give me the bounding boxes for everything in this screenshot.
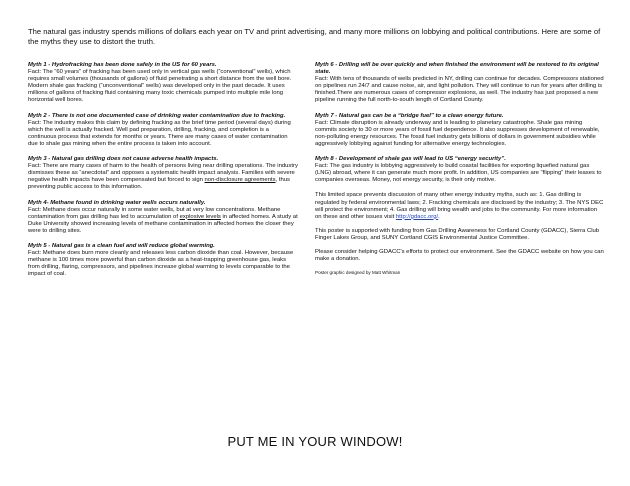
right-column <box>315 62 605 276</box>
myth-3-fact-text-end: , thus preventing public access to this information. <box>28 177 290 191</box>
myth-3-title: Myth 3 - Natural gas drilling does not cause adverse health impacts. <box>28 156 219 163</box>
myth-6-fact: Fact: With tens of thousands of wells predicted in NY, drilling can continue for decades. Compressors stationed on pipelines run 24/7 and cause noise, air, and light pollution. They will continue to run for years after drilling is finished.There are numerous cases of compressor explosions, as well. The industry has just proposed a new pipeline running the full north-to-south length of Cortland County. <box>315 76 604 104</box>
myth-8 <box>315 156 605 184</box>
myth-4-title: Myth 4- Methane found in drinking water wells occurs naturally. <box>28 199 206 206</box>
myth-8-title: Myth 8 - Development of shale gas will lead to US “energy security”. <box>315 156 506 163</box>
myth-4-fact <box>28 207 298 235</box>
myth-5 <box>28 243 298 278</box>
limited-space-text-end: . <box>438 213 440 220</box>
myth-1-fact: Fact: The “60 years” of fracking has been used only in vertical gas wells (“conventional” wells), which requires small volumes (thousands of gallons) of fluid penetrating a short distance from the well bore. Modern shale gas fracking (“unconventional” wells) was developed only in the past decade. It uses millions of gallons of fracking fluid containing many toxic chemicals pumped into multiple mile long horizontal well bores. <box>28 69 292 104</box>
myth-5-fact: Fact: Methane does burn more cleanly and releases less carbon dioxide than coal. However, because methane is 100 times more powerful than carbon dioxide as a heat-trapping greenhouse gas, leaks from drilling, flaring, compressors, and pipelines increase global warming to levels comparable to the impact of coal. <box>28 250 294 278</box>
myth-2-fact: Fact: The industry makes this claim by defining fracking as the brief time period (several days) during which the well is actually fracked. Well pad preparation, drilling, fracking, and completion is a continuous process that extends for months or years. There are many cases of water contamination due to shale gas mining when the entire process is taken into account. <box>28 119 291 147</box>
myth-7-title: Myth 7 - Natural gas can be a “bridge fuel” to a clean energy future. <box>315 112 504 119</box>
myth-8-fact: Fact: The gas industry is lobbying aggressively to build coastal facilities for exporting liquefied natural gas (LNG) abroad, where it can generate much more profit. In addition, US companies are “flipping” their leases to companies overseas. Money, not energy security, is their only motive. <box>315 163 602 184</box>
myth-6-title: Myth 6 - Drilling will be over quickly and when finished the environment will be restored to its original state. <box>315 62 599 76</box>
myth-7-fact: Fact: Climate disruption is already underway and is leading to planetary catastrophe. Shale gas mining commits society to 30 or more years of fossil fuel dependence. It also suppresses development of renewable, non-polluting energy resources. The fossil fuel industry gets billions of dollars in government subsidies while aggressively lobbying against funding for alternative energy technologies. <box>315 119 600 147</box>
myth-3-fact <box>28 163 298 191</box>
footer-slogan: PUT ME IN YOUR WINDOW! <box>227 434 403 449</box>
myth-4-fact-text-end: in affected homes. A study at Duke University showed increasing levels of methane contamination in affected homes the closer they were to drilling sites. <box>28 213 298 234</box>
limited-space-paragraph <box>315 192 605 220</box>
myth-2-title: Myth 2 - There is not one documented case of drinking water contamination due to fracking. <box>28 112 286 119</box>
donation-paragraph: Please consider helping GDACC's efforts to protect our environment. See the GDACC website on how you can make a donation. <box>315 248 604 263</box>
myth-1-title: Myth 1 - Hydrofracking has been done safely in the US for 60 years. <box>28 62 217 68</box>
myth-7 <box>315 113 605 148</box>
myth-5-title: Myth 5 - Natural gas is a clean fuel and will reduce global warming. <box>28 242 215 249</box>
myth-3-fact-text: Fact: There are many cases of harm to the health of persons living near drilling operations. The industry dismisses these as “anecdotal” and opposes a systematic health impact analysis. Families with severe negative health impacts have been compensated but forced to sign <box>28 163 298 184</box>
intro-text: The natural gas industry spends millions of dollars each year on TV and print advertising, and many more millions on lobbying and political contributions. Here are some of the myths they use to distort the truth. <box>28 27 601 46</box>
myth-1 <box>28 62 298 105</box>
designer-credit: Poster graphic designed by Matt Whitman <box>315 270 401 276</box>
gdacc-website-link[interactable]: http://gdacc.org/ <box>395 213 439 220</box>
myth-3 <box>28 156 298 191</box>
explosive-levels-link[interactable]: explosive levels <box>179 213 221 220</box>
non-disclosure-link[interactable]: non-disclosure agreements <box>204 177 276 184</box>
left-column <box>28 62 298 286</box>
myth-6 <box>315 62 605 105</box>
myth-4 <box>28 200 298 235</box>
support-paragraph: This poster is supported with funding from Gas Drilling Awareness for Cortland County (GDACC), Sierra Club Finger Lakes Group, and SUNY Cortland CGIS Environmental Justice Committee. <box>315 227 600 241</box>
limited-space-text: This limited space prevents discussion of many other energy industry myths, such as: 1. Gas drilling is regulated by federal environmental laws; 2. Fracking chemicals are disclosed by the industry; 3. The NYS DEC will protect the environment; 4. Gas drilling will bring wealth and jobs to the community. For more information on these and other issues visit <box>315 192 604 220</box>
myth-2 <box>28 113 298 148</box>
myth-4-fact-text: Fact: Methane does occur naturally in some water wells, but at very low concentrations. Methane contamination from gas drilling has led to accumulation of <box>28 206 281 220</box>
